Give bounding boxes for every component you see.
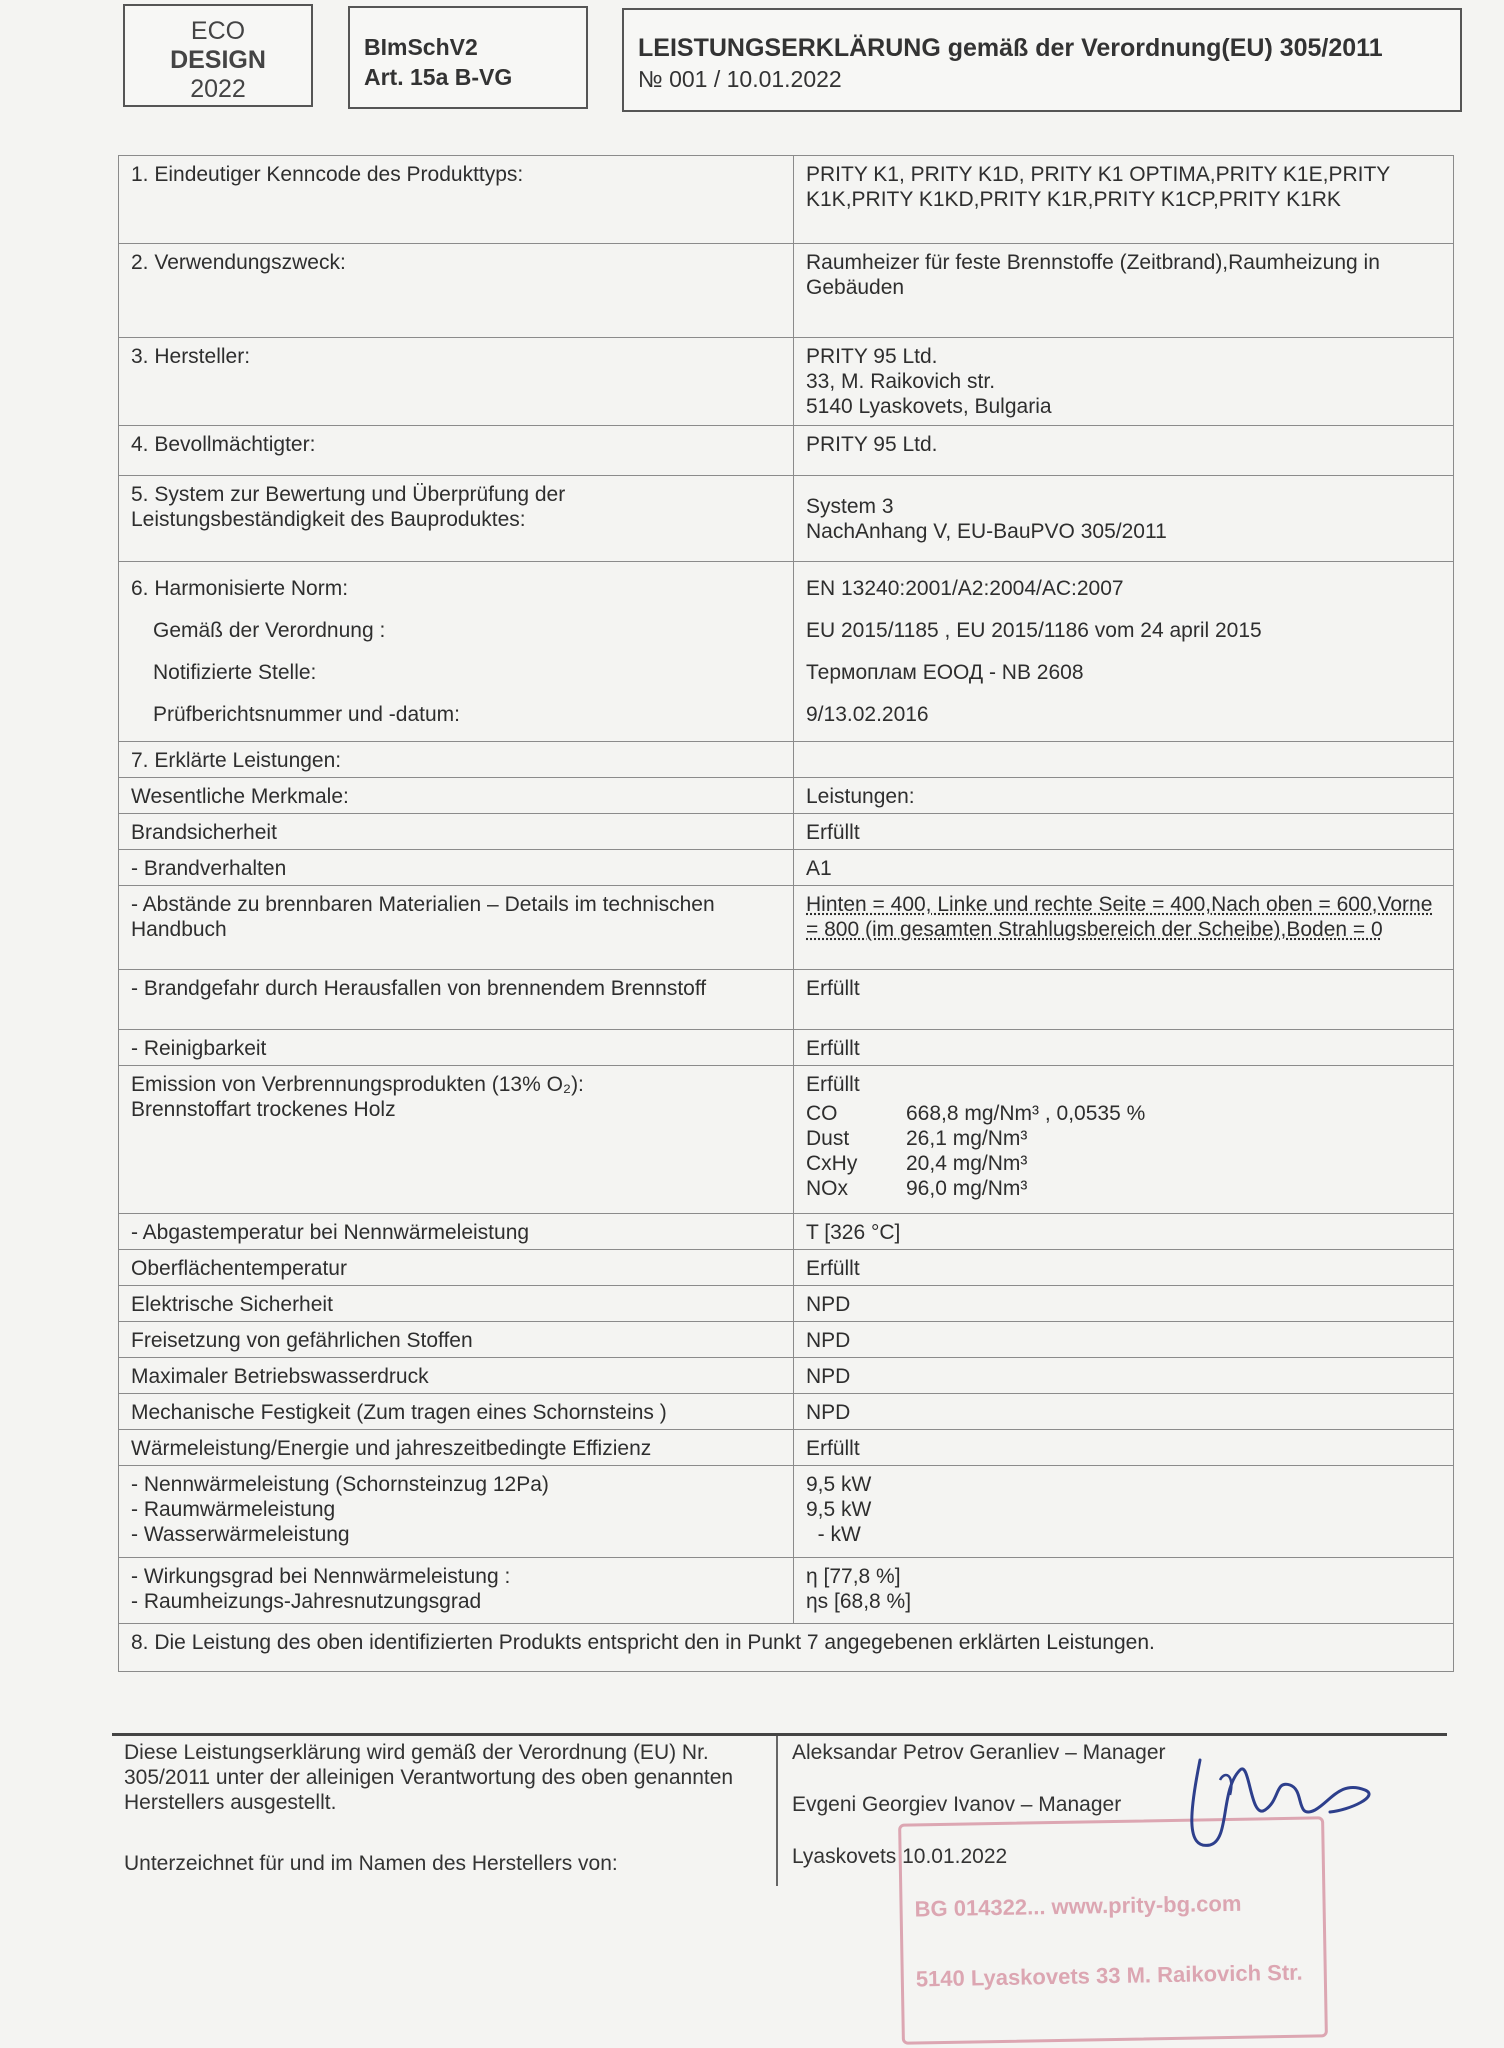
eco-line-2: DESIGN xyxy=(170,46,266,74)
row-value xyxy=(794,1066,1454,1214)
emission-value: 20,4 mg/Nm³ xyxy=(906,1152,1028,1175)
row-value: Erfüllt xyxy=(794,970,1454,1030)
regulation-label: Gemäß der Verordnung : xyxy=(153,619,386,642)
row-value: PRITY 95 Ltd. xyxy=(794,426,1454,476)
seasonal-efficiency-value: ηs [68,8 %] xyxy=(806,1590,912,1613)
table-row xyxy=(119,850,1454,886)
emission-key: CO xyxy=(806,1102,838,1125)
performance-statement: 8. Die Leistung des oben identifizierten Produkts entspricht den in Punkt 7 angegebenen erklärten Leistungen. xyxy=(119,1624,1454,1672)
table-row xyxy=(119,778,1454,814)
row-label: - Brandgefahr durch Herausfallen von brennendem Brennstoff xyxy=(119,970,794,1030)
signature-icon xyxy=(1180,1750,1390,1860)
table-row xyxy=(119,1624,1454,1672)
emission-key: CxHy xyxy=(806,1152,858,1175)
row-value: Leistungen: xyxy=(794,778,1454,814)
stamp-line-2: 5140 Lyaskovets 33 M. Raikovich Str. xyxy=(915,1959,1303,1992)
row-label: - Reinigbarkeit xyxy=(119,1030,794,1066)
document-number: № 001 / 10.01.2022 xyxy=(638,66,842,92)
row-label: 2. Verwendungszweck: xyxy=(119,244,794,338)
table-row xyxy=(119,1286,1454,1322)
manufacturer-street: 33, M. Raikovich str. xyxy=(806,370,996,393)
regulation-value: EU 2015/1185 , EU 2015/1186 vom 24 april 2015 xyxy=(806,619,1262,642)
row-value: NPD xyxy=(794,1286,1454,1322)
row-label: Wesentliche Merkmale: xyxy=(119,778,794,814)
table-row xyxy=(119,814,1454,850)
table-row xyxy=(119,156,1454,244)
row-label: Maximaler Betriebswasserdruck xyxy=(119,1358,794,1394)
row-label: 7. Erklärte Leistungen: xyxy=(119,742,794,778)
manufacturer-name: PRITY 95 Ltd. xyxy=(806,345,938,368)
water-heat-value: - kW xyxy=(806,1523,861,1546)
row-value: Erfüllt xyxy=(794,814,1454,850)
room-heat-label: - Raumwärmeleistung xyxy=(131,1498,336,1521)
emission-value: 668,8 mg/Nm³ , 0,0535 % xyxy=(906,1102,1146,1125)
room-heat-value: 9,5 kW xyxy=(806,1498,872,1521)
table-row xyxy=(119,244,1454,338)
footer-divider xyxy=(776,1736,778,1886)
row-value: Raumheizer für feste Brennstoffe (Zeitbrand),Raumheizung in Gebäuden xyxy=(794,244,1454,338)
row-label: - Abstände zu brennbaren Materialien – Details im technischen Handbuch xyxy=(119,886,794,970)
title-box xyxy=(622,8,1462,112)
eco-line-1: ECO xyxy=(190,17,246,45)
fuel-label: Brennstoffart trockenes Holz xyxy=(131,1098,396,1121)
notified-body-label: Notifizierte Stelle: xyxy=(153,661,317,684)
signatory-1: Aleksandar Petrov Geranliev – Manager xyxy=(792,1741,1166,1764)
norm-label: 6. Harmonisierte Norm: xyxy=(131,577,349,600)
table-row xyxy=(119,1430,1454,1466)
emission-key: NOx xyxy=(806,1177,848,1200)
bimschv-box xyxy=(348,6,588,109)
row-label xyxy=(119,1558,794,1624)
signed-for-label: Unterzeichnet für und im Namen des Herstellers von: xyxy=(124,1852,618,1875)
row-label: 1. Eindeutiger Kenncode des Produkttyps: xyxy=(119,156,794,244)
row-label: 4. Bevollmächtigter: xyxy=(119,426,794,476)
table-row xyxy=(119,1466,1454,1558)
emission-value: 26,1 mg/Nm³ xyxy=(906,1127,1028,1150)
row-value: Erfüllt xyxy=(794,1430,1454,1466)
row-value: PRITY K1, PRITY K1D, PRITY K1 OPTIMA,PRITY K1E,PRITY K1K,PRITY K1KD,PRITY K1R,PRITY K1CP,PRITY K1RK xyxy=(794,156,1454,244)
emission-key: Dust xyxy=(806,1127,850,1150)
efficiency-value: η [77,8 %] xyxy=(806,1565,901,1588)
footer-separator xyxy=(112,1733,1447,1736)
row-value xyxy=(794,1558,1454,1624)
row-label xyxy=(119,562,794,742)
table-row xyxy=(119,1322,1454,1358)
row-value xyxy=(794,338,1454,426)
table-row xyxy=(119,476,1454,562)
row-label: 5. System zur Bewertung und Überprüfung der Leistungsbeständigkeit des Bauproduktes: xyxy=(119,476,794,562)
table-row xyxy=(119,1030,1454,1066)
row-label: Wärmeleistung/Energie und jahreszeitbedingte Effizienz xyxy=(119,1430,794,1466)
system-value: System 3 xyxy=(806,495,894,518)
eco-line-3: 2022 xyxy=(190,75,246,103)
manufacturer-city: 5140 Lyaskovets, Bulgaria xyxy=(806,395,1052,418)
footer-left xyxy=(124,1740,764,1876)
table-row xyxy=(119,338,1454,426)
nominal-heat-label: - Nennwärmeleistung (Schornsteinzug 12Pa) xyxy=(131,1473,549,1496)
responsibility-statement: Diese Leistungserklärung wird gemäß der Verordnung (EU) Nr. 305/2011 unter der alleinigen Verantwortung des oben genannten Herstellers ausgestellt. xyxy=(124,1741,734,1814)
row-label: Mechanische Festigkeit (Zum tragen eines Schornsteins ) xyxy=(119,1394,794,1430)
row-label: 3. Hersteller: xyxy=(119,338,794,426)
report-label: Prüfberichtsnummer und -datum: xyxy=(153,703,460,726)
declaration-table xyxy=(118,155,1454,1672)
row-value: Erfüllt xyxy=(794,1030,1454,1066)
row-value: T [326 °C] xyxy=(794,1214,1454,1250)
row-label: Oberflächentemperatur xyxy=(119,1250,794,1286)
table-row xyxy=(119,970,1454,1030)
table-row xyxy=(119,1066,1454,1214)
row-label: Brandsicherheit xyxy=(119,814,794,850)
row-value xyxy=(794,562,1454,742)
row-label: - Brandverhalten xyxy=(119,850,794,886)
notified-body-value: Термоплам ЕООД - NB 2608 xyxy=(806,661,1084,684)
row-label: - Abgastemperatur bei Nennwärmeleistung xyxy=(119,1214,794,1250)
water-heat-label: - Wasserwärmeleistung xyxy=(131,1523,350,1546)
row-value: NPD xyxy=(794,1394,1454,1430)
row-value: Hinten = 400, Linke und rechte Seite = 400,Nach oben = 600,Vorne = 800 (im gesamten Strahlugsbereich der Scheibe),Boden = 0 xyxy=(794,886,1454,970)
table-row xyxy=(119,1214,1454,1250)
emission-values xyxy=(806,1101,1443,1201)
row-value xyxy=(794,476,1454,562)
row-value: NPD xyxy=(794,1322,1454,1358)
eco-design-box xyxy=(123,4,313,107)
row-value: A1 xyxy=(794,850,1454,886)
report-value: 9/13.02.2016 xyxy=(806,703,929,726)
emission-value: 96,0 mg/Nm³ xyxy=(906,1177,1028,1200)
table-row xyxy=(119,1558,1454,1624)
table-row xyxy=(119,426,1454,476)
norm-value: EN 13240:2001/A2:2004/AC:2007 xyxy=(806,577,1124,600)
table-row xyxy=(119,1250,1454,1286)
system-annex: NachAnhang V, EU-BauPVO 305/2011 xyxy=(806,520,1167,543)
nominal-heat-value: 9,5 kW xyxy=(806,1473,872,1496)
bimschv-line-2: Art. 15a B-VG xyxy=(364,64,513,90)
document-title: LEISTUNGSERKLÄRUNG gemäß der Verordnung(EU) 305/2011 xyxy=(638,34,1383,62)
table-row xyxy=(119,1394,1454,1430)
efficiency-label: - Wirkungsgrad bei Nennwärmeleistung : xyxy=(131,1565,511,1588)
table-row xyxy=(119,886,1454,970)
row-label xyxy=(119,1066,794,1214)
signatory-2: Evgeni Georgiev Ivanov – Manager xyxy=(792,1793,1122,1816)
emission-label: Emission von Verbrennungsprodukten (13% O₂): xyxy=(131,1073,584,1096)
table-row xyxy=(119,742,1454,778)
row-value: NPD xyxy=(794,1358,1454,1394)
bimschv-line-1: BImSchV2 xyxy=(364,34,478,60)
row-label: Elektrische Sicherheit xyxy=(119,1286,794,1322)
table-row xyxy=(119,1358,1454,1394)
emission-status: Erfüllt xyxy=(806,1073,860,1096)
row-label xyxy=(119,1466,794,1558)
stamp-line-1: BG 014322... www.prity-bg.com xyxy=(914,1890,1242,1922)
row-label: Freisetzung von gefährlichen Stoffen xyxy=(119,1322,794,1358)
row-value xyxy=(794,742,1454,778)
row-value: Erfüllt xyxy=(794,1250,1454,1286)
table-row xyxy=(119,562,1454,742)
seasonal-efficiency-label: - Raumheizungs-Jahresnutzungsgrad xyxy=(131,1590,482,1613)
place-date: Lyaskovets 10.01.2022 xyxy=(792,1845,1008,1868)
row-value xyxy=(794,1466,1454,1558)
